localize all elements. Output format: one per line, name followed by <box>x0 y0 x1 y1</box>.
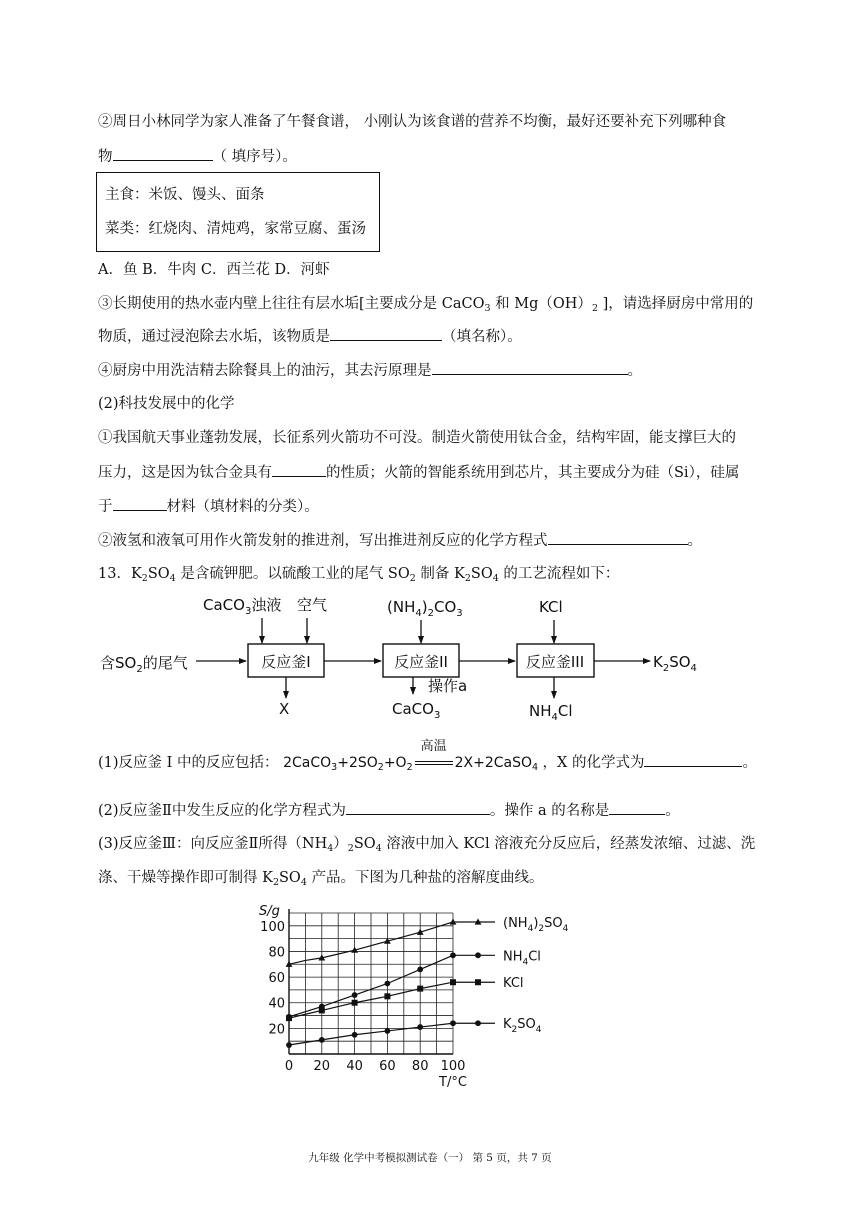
menu-box <box>96 172 380 252</box>
reaction-equation: $2CaCO_3+2SO_2+O_2$ 高温 2X+2CaSO$_4$ <box>283 739 539 773</box>
q4-line: ④厨房中用洗洁精去除餐具上的油污，其去污原理是 。 <box>98 360 642 381</box>
svg-text:CaCO3: CaCO$_3$ <box>392 700 441 721</box>
answer-blank[interactable] <box>272 462 326 477</box>
output-nh4cl <box>529 702 573 723</box>
tech1-line1: ①我国航天事业蓬勃发展，长征系列火箭功不可没。制造火箭使用钛合金，结构牢固，能支撑巨大的 <box>98 430 736 446</box>
data-point-kcl <box>417 986 423 992</box>
answer-blank[interactable] <box>113 146 213 161</box>
data-point-kcl <box>319 1007 325 1013</box>
legend-label-nh42so4: $(NH_4)_2SO_4$ <box>503 915 569 934</box>
options: A．鱼 B．牛肉 C．西兰花 D．河虾 <box>98 262 330 278</box>
svg-text:K2SO4: $K_2SO_4$ <box>653 653 697 674</box>
y-tick-label: 60 <box>268 971 285 987</box>
output-caco3 <box>392 700 440 721</box>
section-2-title: (2)科技发展中的化学 <box>98 396 235 412</box>
input-ammonium-carbonate <box>387 598 463 619</box>
data-point-k2so4 <box>417 1024 423 1030</box>
tech1-line2: 压力，这是因为钛合金具有 的性质；火箭的智能系统用到芯片，其主要成分为硅（Si），硅属 <box>98 462 739 483</box>
x-tick-label: 0 <box>284 1059 294 1074</box>
part3-line1: (3)反应釜Ⅲ：向反应釜Ⅱ所得$(NH_4)_2SO_4$ 溶液中加入 KCl 溶液充分反应后，经蒸发浓缩、过滤、洗 <box>98 836 756 854</box>
data-point-nh4cl <box>385 981 391 987</box>
y-tick-label: 100 <box>260 919 285 935</box>
part1-line: (1)反应釜 I 中的反应包括： $2CaCO_3+2SO_2+O_2$ 高温 2X+2CaSO$_4$ ，X 的化学式为 。 <box>98 739 757 773</box>
operation-a-label: 操作a <box>428 677 468 695</box>
q3-line2: 物质，通过浸泡除去水垢，该物质是 （填名称）。 <box>98 326 522 347</box>
legend-label-k2so4: $K_2SO_4$ <box>503 1017 542 1036</box>
menu-dishes: 菜类：红烧肉、清炖鸡，家常豆腐、蛋汤 <box>105 221 366 237</box>
reaction-condition: 高温 <box>413 753 455 773</box>
page-footer: 九年级 化学中考模拟测试卷（一） 第 5 页，共 7 页 <box>308 1152 552 1164</box>
svg-text:CaCO3浊液: CaCO$_3$浊液 <box>203 596 282 617</box>
process-flow-diagram <box>0 588 860 738</box>
svg-text:(NH4)2CO3: $(NH_4)_2CO_3$ <box>387 598 463 619</box>
tech2-line: ②液氢和液氧可用作火箭发射的推进剂，写出推进剂反应的化学方程式 。 <box>98 530 702 551</box>
x-tick-label: 60 <box>379 1059 396 1074</box>
svg-text:NH4Cl: $NH_4Cl$ <box>529 702 573 723</box>
part3-line2: 涤、干燥等操作即可制得 $K_2SO_4$ 产品。下图为几种盐的溶解度曲线。 <box>98 870 544 888</box>
solubility-chart <box>230 898 600 1110</box>
data-point-k2so4 <box>385 1028 391 1034</box>
part2-line: (2)反应釜Ⅱ中发生反应的化学方程式为 。操作 a 的名称是 。 <box>98 800 680 821</box>
q2-line2: 物 （ 填序号）。 <box>98 146 297 167</box>
data-point-k2so4 <box>319 1037 325 1043</box>
reactor-2-label: 反应釜II <box>394 653 448 671</box>
y-axis-label: S/g <box>259 904 280 919</box>
answer-blank[interactable] <box>548 530 688 545</box>
x-axis-label: T/°C <box>439 1075 467 1090</box>
data-point-nh4cl <box>417 967 423 973</box>
data-point-k2so4 <box>286 1042 292 1048</box>
feed-so2-tail-gas <box>100 654 188 675</box>
answer-blank[interactable] <box>609 800 665 815</box>
legend-marker-nh4cl <box>475 952 481 958</box>
input-caco3-slurry <box>203 596 281 617</box>
answer-blank[interactable] <box>432 360 628 375</box>
answer-blank[interactable] <box>644 752 742 767</box>
x-tick-label: 40 <box>346 1059 363 1074</box>
legend-label-kcl: KCl <box>503 976 524 992</box>
legend-marker-k2so4 <box>475 1020 481 1026</box>
output-x: X <box>279 700 290 718</box>
data-point-k2so4 <box>352 1032 358 1038</box>
answer-blank[interactable] <box>330 326 442 341</box>
reactor-3-label: 反应釜III <box>525 653 585 671</box>
x-tick-label: 100 <box>440 1059 466 1074</box>
reactor-1-label: 反应釜I <box>261 653 311 671</box>
q2-line1: ②周日小林同学为家人准备了午餐食谱， 小刚认为该食谱的营养不均衡，最好还要补充下列哪种食 <box>98 114 727 130</box>
data-point-kcl <box>286 1015 292 1021</box>
tech1-line3: 于 材料（填材料的分类）。 <box>98 496 319 517</box>
x-tick-label: 20 <box>313 1059 331 1074</box>
input-air: 空气 <box>297 596 328 614</box>
y-tick-label: 40 <box>268 996 285 1012</box>
q3-line1: ③长期使用的热水壶内壁上往往有层水垢[主要成分是 CaCO$_3$ 和 $Mg(OH)_2$ ]，请选择厨房中常用的 <box>98 296 754 314</box>
x-tick-label: 80 <box>411 1059 429 1074</box>
product-k2so4 <box>653 653 697 674</box>
data-point-kcl <box>352 1000 358 1006</box>
data-point-nh4cl <box>352 992 358 998</box>
legend-marker-kcl <box>475 979 481 985</box>
y-tick-label: 20 <box>268 1022 285 1038</box>
y-tick-label: 80 <box>268 945 285 961</box>
data-point-kcl <box>384 993 390 999</box>
q13-intro: 13．$K_2SO_4$ 是含硫钾肥。以硫酸工业的尾气 $SO_2$ 制备 $K_2SO_4$ 的工艺流程如下： <box>98 566 620 584</box>
menu-staple: 主食：米饭、馒头、面条 <box>105 187 265 203</box>
answer-blank[interactable] <box>113 496 167 511</box>
svg-text:含SO2的尾气: 含$SO_2$的尾气 <box>100 654 188 675</box>
legend-label-nh4cl: $NH_4Cl$ <box>503 949 541 968</box>
input-kcl: KCl <box>539 598 563 616</box>
answer-blank[interactable] <box>346 800 490 815</box>
